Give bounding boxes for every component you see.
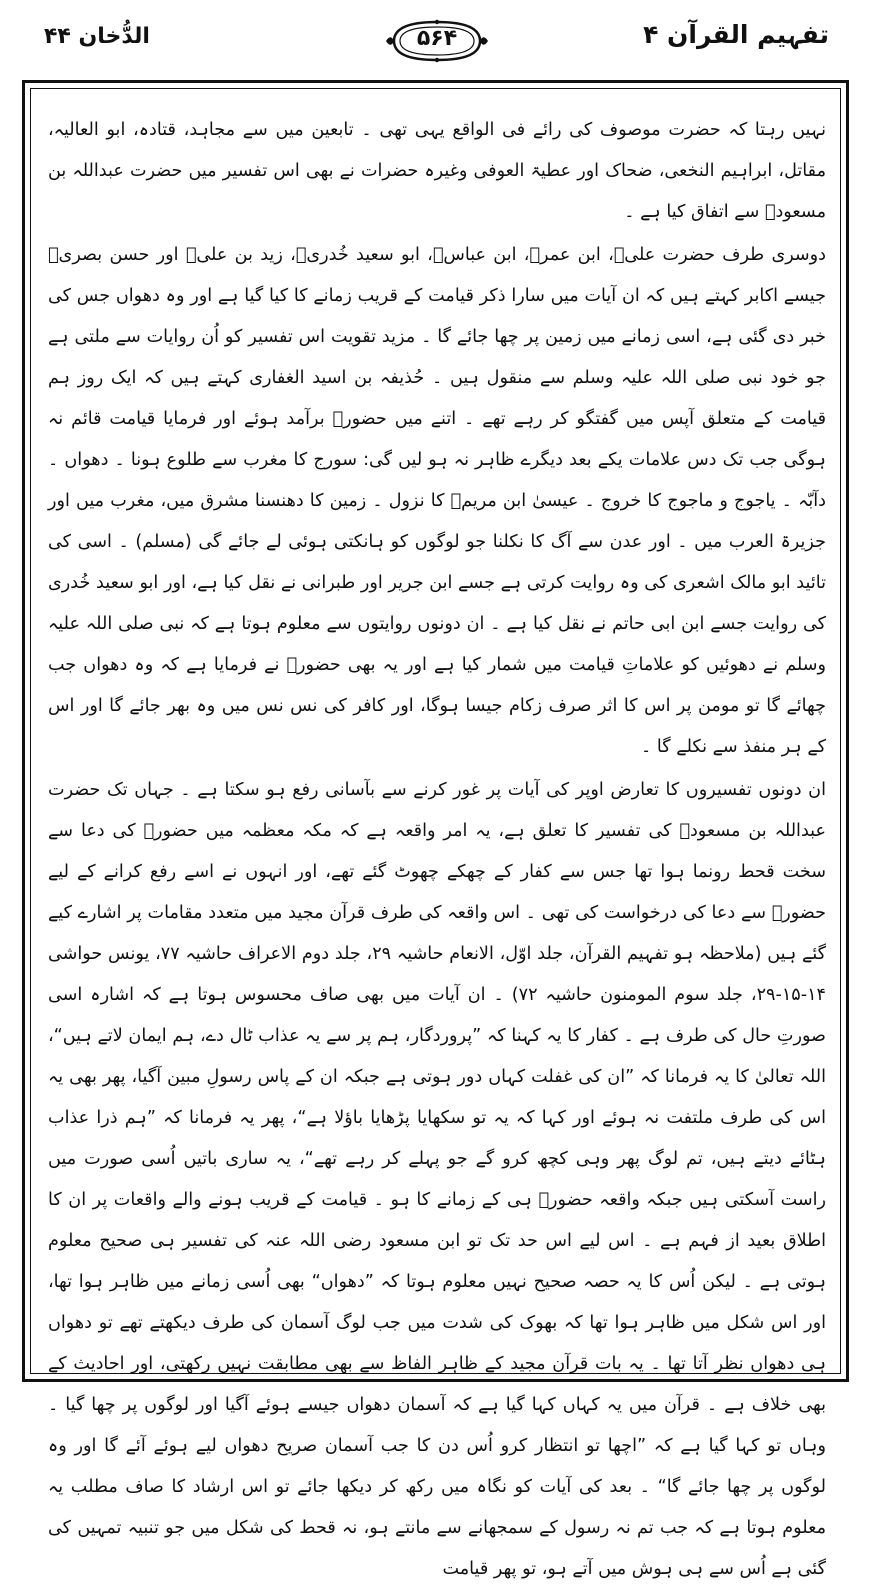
surah-title: الدُّخان ۴۴ [44, 24, 150, 49]
paragraph-3: ان دونوں تفسیروں کا تعارض اوپر کی آیات پر غور کرنے سے بآسانی رفع ہو سکتا ہے ۔ جہاں تک حضرت عبداللہ بن مسعودؓ کی تفسیر کا تعلق ہے، یہ امر واقعہ ہے کہ مکہ معظمہ میں حضورؐ کی دعا سے سخت قحط رونما ہوا تھا جس سے کفار کے چھکے چھوٹ گئے تھے، اور انہوں نے اسے رفع کرانے کے لیے حضورؐ سے دعا کی درخواست کی تھی ۔ اس واقعہ کی طرف قرآن مجید میں متعدد مقامات پر اشارے کیے گئے ہیں (ملاحظہ ہو تفہیم القرآن، جلد اوّل، الانعام حاشیہ ۲۹، جلد دوم الاعراف حاشیہ ۷۷، یونس حواشی ۱۴-۱۵-۲۹، جلد سوم المومنون حاشیہ ۷۲) ۔ ان آیات میں بھی صاف محسوس ہوتا ہے کہ اشارہ اسی صورتِ حال کی طرف ہے ۔ کفار کا یہ کہنا کہ ”پروردگار، ہم پر سے یہ عذاب ٹال دے، ہم ایمان لاتے ہیں“، اللہ تعالیٰ کا یہ فرمانا کہ ”ان کی غفلت کہاں دور ہوتی ہے جبکہ ان کے پاس رسولِ مبین آگیا، پھر بھی یہ اس کی طرف ملتفت نہ ہوئے اور کہا کہ یہ تو سکھایا پڑھایا باؤلا ہے“، پھر یہ فرمانا کہ ”ہم ذرا عذاب ہٹائے دیتے ہیں، تم لوگ پھر وہی کچھ کرو گے جو پہلے کر رہے تھے“، یہ ساری باتیں اُسی صورت میں راست آسکتی ہیں جبکہ واقعہ حضورؐ ہی کے زمانے کا ہو ۔ قیامت کے قریب ہونے والے واقعات پر ان کا اطلاق بعید از فہم ہے ۔ اس لیے اس حد تک تو ابن مسعود رضی اللہ عنہ کی تفسیر ہی صحیح معلوم ہوتی ہے ۔ لیکن اُس کا یہ حصہ صحیح نہیں معلوم ہوتا کہ ”دھواں“ بھی اُسی زمانے میں ظاہر ہوا تھا، اور اس شکل میں ظاہر ہوا تھا کہ بھوک کی شدت میں جب لوگ آسمان کی طرف دیکھتے تھے تو دھواں ہی دھواں نظر آتا تھا ۔ یہ بات قرآن مجید کے ظاہر الفاظ سے بھی مطابقت نہیں رکھتی، اور احادیث کے بھی خلاف ہے ۔ قرآن میں یہ کہاں کہا گیا ہے کہ آسمان دھواں جیسے ہوئے آگیا اور لوگوں پر چھا گیا ۔ وہاں تو کہا گیا ہے کہ ”اچھا تو انتظار کرو اُس دن کا جب آسمان صریح دھواں لیے ہوئے آئے گا اور وہ لوگوں پر چھا جائے گا“ ۔ بعد کی آیات کو نگاہ میں رکھ کر دیکھا جائے تو اس ارشاد کا صاف مطلب یہ معلوم ہوتا ہے کہ جب تم نہ رسول کے سمجھانے سے مانتے ہو، نہ قحط کی شکل میں جو تنبیہ تمہیں کی گئی ہے اُس سے ہی ہوش میں آتے ہو، تو پھر قیامت [48, 780, 827, 1579]
paragraph-2: دوسری طرف حضرت علیؓ، ابن عمرؓ، ابن عباسؓ، ابو سعید خُدریؓ، زید بن علیؓ اور حسن بصریؓ جیسے اکابر کہتے ہیں کہ ان آیات میں سارا ذکر قیامت کے قریب زمانے کا کیا گیا ہے اور وہ دھواں جس کی خبر دی گئی ہے، اسی زمانے میں زمین پر چھا جائے گا ۔ مزید تقویت اس تفسیر کو اُن روایات سے ملتی ہے جو خود نبی صلی اللہ علیہ وسلم سے منقول ہیں ۔ حُذیفہ بن اسید الغفاری کہتے ہیں کہ ایک روز ہم قیامت کے متعلق آپس میں گفتگو کر رہے تھے ۔ اتنے میں حضورؐ برآمد ہوئے اور فرمایا قیامت قائم نہ ہوگی جب تک دس علامات یکے بعد دیگرے ظاہر نہ ہو لیں گی: سورج کا مغرب سے طلوع ہونا ۔ دھواں ۔ دآبّہ ۔ یاجوج و ماجوج کا خروج ۔ عیسیٰ ابن مریمؑ کا نزول ۔ زمین کا دھنسنا مشرق میں، مغرب میں اور جزیرۃ العرب میں ۔ اور عدن سے آگ کا نکلنا جو لوگوں کو ہانکتی ہوئی لے جائے گی (مسلم) ۔ اسی کی تائید ابو مالک اشعری کی وہ روایت کرتی ہے جسے ابن جریر اور طبرانی نے نقل کیا ہے، اور ابو سعید خُدری کی روایت جسے ابن ابی حاتم نے نقل کیا ہے ۔ ان دونوں روایتوں سے معلوم ہوتا ہے کہ نبی صلی اللہ علیہ وسلم نے دھوئیں کو علاماتِ قیامت میں شمار کیا ہے اور یہ بھی حضورؐ نے فرمایا ہے کہ وہ دھواں جب چھائے گا تو مومن پر اس کا اثر صرف زکام جیسا ہوگا، اور کافر کی نس نس میں وہ بھر جائے گا اور اس کے ہر منفذ سے نکلے گا ۔ [48, 245, 826, 757]
paragraph-1: نہیں رہتا کہ حضرت موصوف کی رائے فی الواقع یہی تھی ۔ تابعین میں سے مجاہد، قتادہ، ابو العالیہ، مقاتل، ابراہیم النخعی، ضحاک اور عطیۃ العوفی وغیرہ حضرات نے بھی اس تفسیر میں حضرت عبداللہ بن مسعودؓ سے اتفاق کیا ہے ۔ [48, 120, 826, 222]
page-number: ۵۶۴ [416, 26, 458, 51]
body-text [48, 110, 827, 1579]
book-title: تفہیم القرآن ۴ [643, 20, 829, 49]
page-header [0, 0, 873, 78]
